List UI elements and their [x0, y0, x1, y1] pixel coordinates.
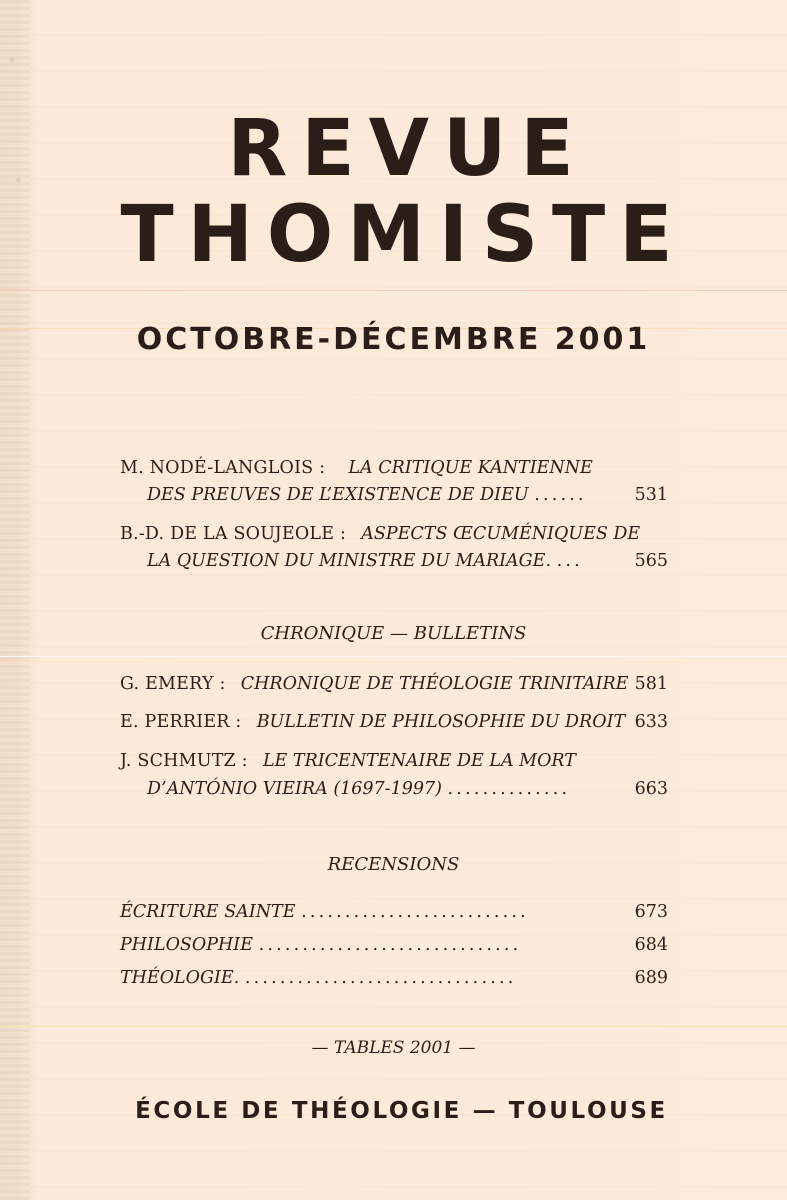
page-number: 581	[634, 674, 668, 694]
article-author: E. PERRIER :	[120, 712, 242, 732]
toc-entry-line	[120, 933, 521, 957]
review-category: PHILOSOPHIE	[120, 935, 253, 955]
toc-entry-line	[147, 483, 587, 507]
dot-leader: ...	[556, 551, 583, 571]
paper-fold-line	[0, 290, 787, 291]
toc-entry-line	[120, 522, 640, 546]
article-title: LA CRITIQUE KANTIENNE	[348, 458, 593, 478]
toc-entry-line	[120, 456, 593, 480]
section-heading-recensions: RECENSIONS	[327, 854, 460, 875]
page-number: 689	[634, 968, 668, 988]
review-category: THÉOLOGIE.	[120, 968, 240, 988]
article-author: B.-D. DE LA SOUJEOLE :	[120, 524, 347, 544]
toc-entry-line	[120, 900, 529, 924]
dot-leader: ..............	[447, 779, 571, 799]
article-title: BULLETIN DE PHILOSOPHIE DU DROIT	[256, 712, 626, 732]
toc-entry-line	[147, 549, 583, 573]
journal-title-line1: REVUE	[227, 104, 588, 194]
toc-entry-line	[120, 749, 576, 773]
article-title: ASPECTS ŒCUMÉNIQUES DE	[361, 524, 641, 544]
page-number: 684	[634, 935, 668, 955]
article-title: DES PREUVES DE L’EXISTENCE DE DIEU	[147, 485, 529, 505]
article-title: LA QUESTION DU MINISTRE DU MARIAGE.	[147, 551, 552, 571]
dot-leader: ..............................	[258, 935, 522, 955]
toc-entry-line	[120, 966, 517, 990]
section-heading-chronique: CHRONIQUE — BULLETINS	[260, 623, 527, 644]
page-number: 565	[634, 551, 668, 571]
publisher-footer: ÉCOLE DE THÉOLOGIE — TOULOUSE	[135, 1098, 668, 1124]
page-number: 663	[634, 779, 668, 799]
paper-fold-line	[0, 1026, 787, 1027]
toc-entry-line	[120, 710, 625, 734]
journal-title-line2: THOMISTE	[120, 190, 687, 280]
article-title: CHRONIQUE DE THÉOLOGIE TRINITAIRE	[240, 674, 629, 694]
dot-leader: ......	[534, 485, 587, 505]
article-author: G. EMERY :	[120, 674, 226, 694]
page-number: 633	[634, 712, 668, 732]
dot-leader: ...............................	[244, 968, 517, 988]
article-author: J. SCHMUTZ :	[120, 751, 248, 771]
paper-fold-line	[0, 656, 787, 657]
page-number: 531	[634, 485, 668, 505]
article-author: M. NODÉ-LANGLOIS :	[120, 458, 326, 478]
tables-note: — TABLES 2001 —	[311, 1038, 476, 1058]
article-title: D’ANTÓNIO VIEIRA (1697-1997)	[147, 779, 442, 799]
article-title: LE TRICENTENAIRE DE LA MORT	[262, 751, 576, 771]
page-number: 673	[634, 902, 668, 922]
dot-leader: ..........................	[301, 902, 529, 922]
toc-entry-line	[120, 672, 628, 696]
toc-entry-line	[147, 777, 570, 801]
review-category: ÉCRITURE SAINTE	[120, 902, 296, 922]
issue-date: OCTOBRE-DÉCEMBRE 2001	[136, 322, 651, 357]
